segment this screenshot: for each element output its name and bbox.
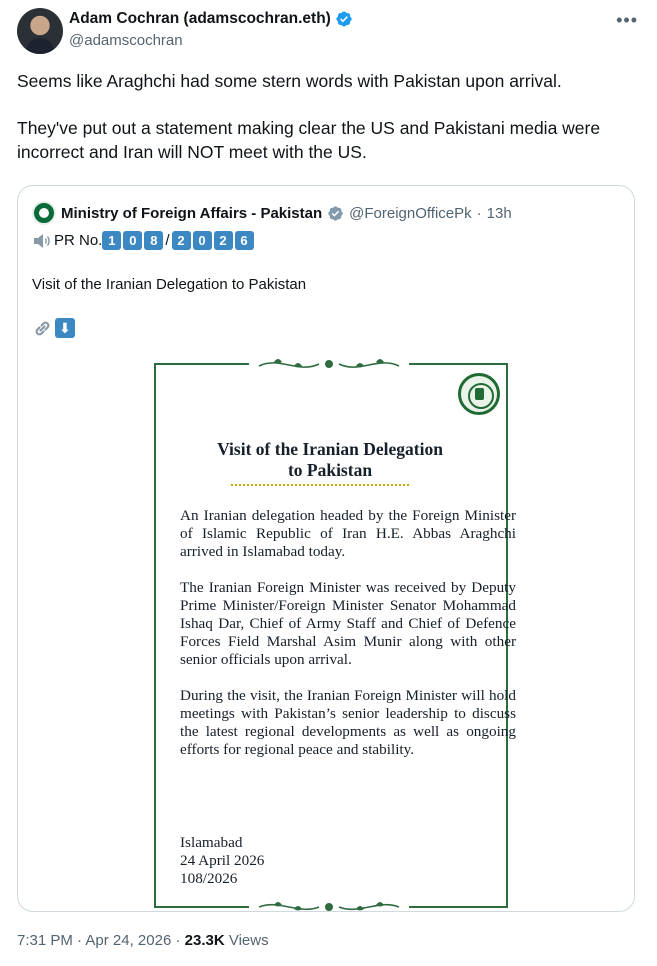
tweet-time[interactable]: 7:31 PM [17,932,73,949]
separator-dot: · [72,932,86,949]
gray-verified-badge-icon [327,205,344,222]
quoted-emoji-row [32,318,75,339]
pr-label: PR No. [54,232,103,249]
document-paragraph: The Iranian Foreign Minister was received by Deputy Prime Minister/Foreign Minister Senator Mohammad Ishaq Dar, Chief of Army Staff and Chief of Defence Forces Field Marshal Asim Munir along with other senior officials upon arrival. [180,579,516,668]
more-options-icon[interactable]: ••• [616,10,638,30]
tweet-paragraph: They've put out a statement making clear the US and Pakistani media were incorrect and Iran will NOT meet with the US. [17,118,601,162]
document-body [180,507,516,777]
views-count: 23.3K [184,932,225,949]
tweet-meta [17,932,269,949]
quoted-author-display-name[interactable]: Ministry of Foreign Affairs - Pakistan [61,204,323,222]
tweet-paragraph: Seems like Araghchi had some stern words with Pakistan upon arrival. [17,71,562,91]
keycap-digit: 1 [102,231,121,250]
verified-badge-icon [335,10,353,28]
document-date: 24 April 2026 [180,852,265,869]
separator-dot: · [171,932,185,949]
quoted-tweet-header [32,201,512,225]
document-title [152,439,508,481]
author-display-name[interactable]: Adam Cochran (adamscochran.eth) [69,10,331,27]
quoted-author-handle[interactable]: @ForeignOfficePk [349,204,472,222]
press-release-number [32,231,256,250]
down-arrow-icon: ⬇ [55,318,75,338]
author-name-row [69,10,353,28]
keycap-digit: 6 [235,231,254,250]
quoted-tweet[interactable] [17,185,635,912]
document-signoff [180,834,264,888]
keycap-digit: 8 [144,231,163,250]
ministry-seal-icon [458,373,500,415]
document-paragraph: An Iranian delegation headed by the Foreign Minister of Islamic Republic of Iran H.E. Abbas Araghchi arrived in Islamabad today. [180,507,516,560]
tweet-date[interactable]: Apr 24, 2026 [85,932,172,949]
quoted-author-avatar[interactable] [32,201,56,225]
speaker-icon [32,232,52,250]
keycap-digit: 2 [172,231,191,250]
author-handle[interactable]: @adamscochran [69,32,183,49]
author-avatar[interactable] [17,8,63,54]
keycap-digit: 2 [214,231,233,250]
dotted-divider [231,484,409,486]
tweet-text [17,70,637,164]
press-release-image[interactable] [152,363,516,911]
document-place: Islamabad [180,834,243,851]
pr-slash: / [165,232,170,249]
document-paragraph: During the visit, the Iranian Foreign Minister will hold meetings with Pakistan’s senior leadership to discuss the latest regional developments as well as ongoing efforts for regional peace and stability. [180,687,516,758]
quoted-timestamp[interactable]: 13h [486,204,512,222]
document-title-line: Visit of the Iranian Delegation [217,439,443,459]
views-label: Views [224,932,269,949]
top-ornament [249,354,409,374]
quoted-tweet-text: Visit of the Iranian Delegation to Pakistan [32,276,307,293]
keycap-digit: 0 [193,231,212,250]
tweet-header [17,8,640,56]
keycap-digit: 0 [123,231,142,250]
document-title-line: to Pakistan [287,460,373,480]
separator-dot: · [476,204,482,222]
bottom-ornament [249,897,409,912]
document-number: 108/2026 [180,870,238,887]
link-icon [32,318,53,339]
